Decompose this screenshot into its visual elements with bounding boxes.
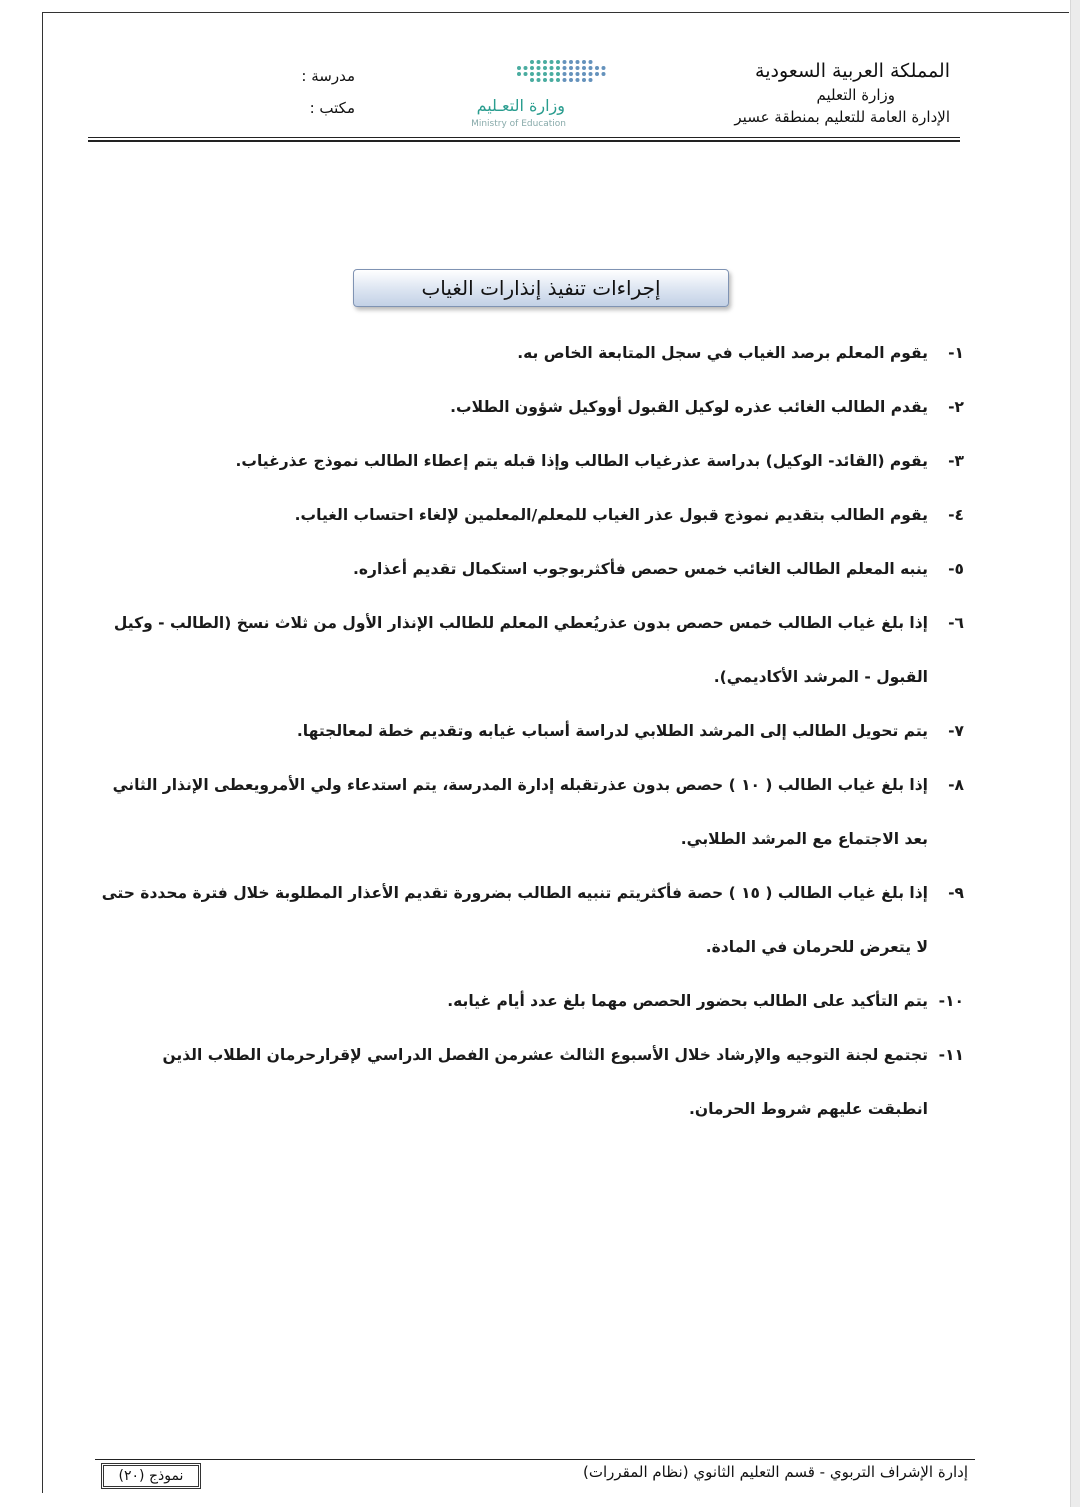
logo-dot bbox=[563, 78, 567, 82]
item-text: إذا بلغ غياب الطالب ( ١٠ ) حصص بدون عذرتقبله إدارة المدرسة، يتم استدعاء ولي الأمرويعطى الإنذار الثاني بعد الاجتماع مع المرشد الطلابي. bbox=[112, 776, 928, 848]
item-text: يتم تحويل الطالب إلى المرشد الطلابي لدراسة أسباب غيابه وتقديم خطة لمعالجتها. bbox=[296, 722, 928, 740]
logo-dot bbox=[537, 60, 541, 64]
logo-dot bbox=[550, 60, 554, 64]
logo-dot bbox=[589, 60, 593, 64]
logo-dot bbox=[517, 72, 521, 76]
logo-dot bbox=[576, 66, 580, 70]
logo-dot bbox=[582, 66, 586, 70]
logo-dot bbox=[537, 72, 541, 76]
logo-dot bbox=[595, 66, 599, 70]
logo-dot bbox=[543, 66, 547, 70]
item-number: ١٠- bbox=[938, 992, 964, 1010]
logo-dot bbox=[576, 72, 580, 76]
logo-dot bbox=[602, 72, 606, 76]
list-item bbox=[100, 1028, 964, 1136]
logo-dot bbox=[530, 60, 534, 64]
list-item bbox=[100, 758, 964, 866]
footer-department: إدارة الإشراف التربوي - قسم التعليم الثانوي (نظام المقررات) bbox=[582, 1463, 968, 1481]
item-number: ٧- bbox=[948, 722, 964, 740]
logo-dot bbox=[563, 72, 567, 76]
logo-dot bbox=[550, 78, 554, 82]
list-item bbox=[100, 326, 964, 380]
logo-dot bbox=[582, 72, 586, 76]
logo-dot bbox=[576, 60, 580, 64]
item-text: إذا بلغ غياب الطالب ( ١٥ ) حصة فأكثريتم تنبيه الطالب بضرورة تقديم الأعذار المطلوبة خلال فترة محددة حتى لا يتعرض للحرمان في المادة. bbox=[101, 884, 928, 956]
logo-dot bbox=[582, 78, 586, 82]
logo-dot bbox=[537, 66, 541, 70]
logo-dot bbox=[569, 72, 573, 76]
logo-dot bbox=[556, 72, 560, 76]
item-number: ١١- bbox=[938, 1046, 964, 1064]
directorate-name: الإدارة العامة للتعليم بمنطقة عسير bbox=[734, 108, 950, 126]
logo-dot bbox=[589, 66, 593, 70]
ministry-name: وزارة التعليم bbox=[816, 86, 895, 104]
header-right-block bbox=[734, 58, 950, 128]
page-title: إجراءات تنفيذ إنذارات الغياب bbox=[353, 269, 729, 307]
logo-dot bbox=[576, 78, 580, 82]
logo-dot bbox=[556, 66, 560, 70]
logo-dot bbox=[537, 78, 541, 82]
list-item bbox=[100, 542, 964, 596]
logo-dot bbox=[550, 66, 554, 70]
list-item bbox=[100, 596, 964, 704]
footer-rule bbox=[95, 1459, 975, 1460]
logo-dot bbox=[602, 66, 606, 70]
logo-dot bbox=[569, 78, 573, 82]
item-text: تجتمع لجنة التوجيه والإرشاد خلال الأسبوع الثالث عشرمن الفصل الدراسي لإقرارحرمان الطلاب الذين انطبقت عليهم شروط الحرمان. bbox=[162, 1046, 928, 1118]
logo-dot bbox=[530, 66, 534, 70]
list-item bbox=[100, 434, 964, 488]
item-text: يقدم الطالب الغائب عذره لوكيل القبول أووكيل شؤون الطلاب. bbox=[450, 398, 928, 416]
school-label: مدرسة : bbox=[301, 67, 355, 85]
list-item bbox=[100, 488, 964, 542]
item-text: يتم التأكيد على الطالب بحضور الحصص مهما بلغ عدد أيام غيابه. bbox=[447, 992, 928, 1010]
logo-dot bbox=[550, 72, 554, 76]
item-text: إذا بلغ غياب الطالب خمس حصص بدون عذريُعطي المعلم للطالب الإنذار الأول من ثلاث نسخ (الطالب - وكيل القبول - المرشد الأكاديمي). bbox=[113, 614, 928, 686]
office-label: مكتب : bbox=[309, 99, 355, 117]
logo-dot bbox=[569, 66, 573, 70]
logo-dot bbox=[589, 72, 593, 76]
logo-dot bbox=[569, 60, 573, 64]
logo-dot bbox=[530, 78, 534, 82]
list-item bbox=[100, 974, 964, 1028]
item-number: ٨- bbox=[948, 776, 964, 794]
item-number: ٥- bbox=[948, 560, 964, 578]
item-number: ٣- bbox=[948, 452, 964, 470]
item-text: يقوم المعلم برصد الغياب في سجل المتابعة الخاص به. bbox=[517, 344, 928, 362]
logo-dot bbox=[530, 72, 534, 76]
list-item bbox=[100, 380, 964, 434]
logo-dot bbox=[543, 72, 547, 76]
item-number: ٢- bbox=[948, 398, 964, 416]
item-number: ٦- bbox=[948, 614, 964, 632]
logo-dot bbox=[589, 78, 593, 82]
item-number: ١- bbox=[948, 344, 964, 362]
logo-dot bbox=[563, 66, 567, 70]
logo-dot bbox=[524, 66, 528, 70]
logo-english-text: Ministry of Education bbox=[471, 119, 566, 129]
logo-arabic-text: وزارة التعـليم bbox=[476, 96, 565, 115]
logo-dot bbox=[543, 60, 547, 64]
item-text: ينبه المعلم الطالب الغائب خمس حصص فأكثربوجوب استكمال تقديم أعذاره. bbox=[352, 560, 928, 578]
header-rule bbox=[88, 137, 960, 138]
logo-dot bbox=[543, 78, 547, 82]
header-left-block bbox=[285, 60, 355, 124]
kingdom-name: المملكة العربية السعودية bbox=[755, 60, 950, 82]
logo-dot bbox=[556, 78, 560, 82]
item-text: يقوم الطالب بتقديم نموذج قبول عذر الغياب للمعلم/المعلمين لإلغاء احتساب الغياب. bbox=[294, 506, 928, 524]
procedure-list bbox=[100, 326, 964, 1136]
logo-dot bbox=[517, 66, 521, 70]
footer-form-number: نموذج (٢٠) bbox=[101, 1463, 201, 1489]
logo-dot bbox=[524, 72, 528, 76]
logo-dot bbox=[595, 72, 599, 76]
logo-dot bbox=[582, 60, 586, 64]
item-number: ٤- bbox=[948, 506, 964, 524]
logo-dot bbox=[563, 60, 567, 64]
item-number: ٩- bbox=[948, 884, 964, 902]
header-rule-thick bbox=[88, 140, 960, 142]
item-text: يقوم (القائد- الوكيل) بدراسة عذرغياب الطالب وإذا قبله يتم إعطاء الطالب نموذج عذرغياب. bbox=[235, 452, 928, 470]
logo-dot bbox=[556, 60, 560, 64]
list-item bbox=[100, 704, 964, 758]
list-item bbox=[100, 866, 964, 974]
